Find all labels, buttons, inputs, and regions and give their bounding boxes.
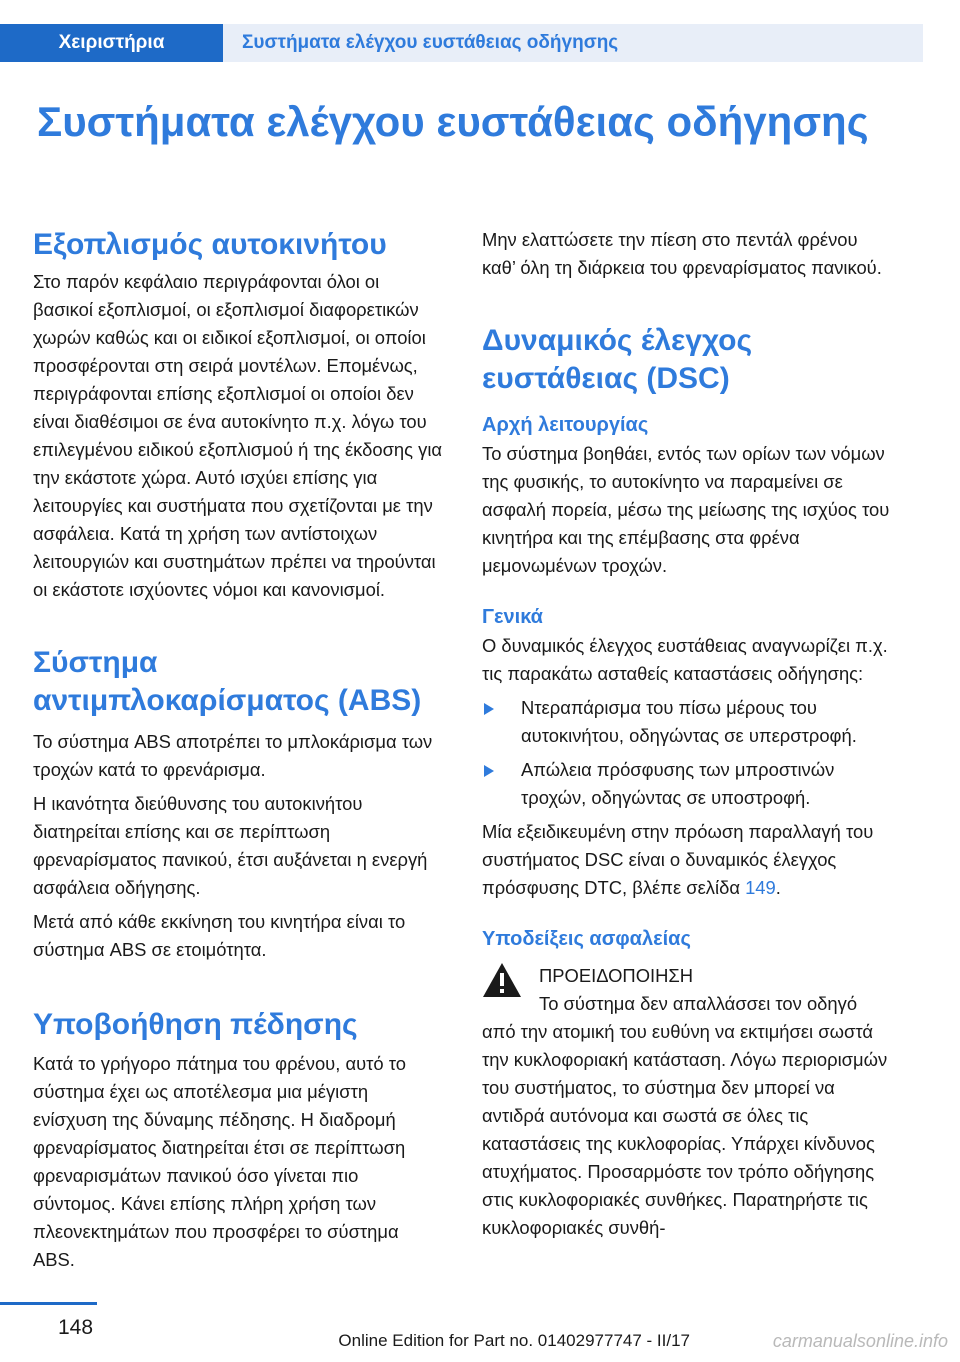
warning-line-1: Το σύστημα δεν απαλλάσσει τον οδηγό — [539, 993, 858, 1014]
heading-abs: Σύστημα αντιμπλοκαρίσματος (ABS) — [33, 646, 422, 717]
footer-rule — [0, 1302, 97, 1305]
paragraph-dtc — [482, 818, 893, 902]
heading-brake-assist: Υποβοήθηση πέδησης — [33, 1008, 358, 1041]
heading-dsc: Δυναμικός έλεγχος ευστάθειας (DSC) — [482, 324, 753, 395]
page-link-149[interactable]: 149 — [745, 877, 776, 898]
heading-operating-principle: Αρχή λειτουργίας — [482, 414, 649, 436]
page-number: 148 — [58, 1316, 94, 1339]
heading-vehicle-equipment: Εξοπλισμός αυτοκινήτου — [33, 228, 387, 261]
edition-note: Online Edition for Part no. 01402977747 - II/17 — [338, 1331, 690, 1350]
paragraph-vehicle-equipment: Στο παρόν κεφάλαιο περιγράφονται όλοι οι βασικοί εξοπλισμοί, οι εξοπλισμοί διαφορετικών χωρών καθώς και οι ειδικοί εξοπλισμοί, οι οποίοι προσφέρονται στη σειρά μοντέλων. Επομένως, περιγράφονται επίσης εξοπλισμοί οι οποίοι δεν είναι διαθέσιμοι σε ένα αυτοκίνητο π.χ. λόγω του επιλεγμένου ειδικού εξοπλισμού ή της έκδοσης για την εκάστοτε χώρα. Αυτό ισχύει επίσης για λειτουργίες και συστήματα που σχετίζονται με την ασφάλεια. Κατά τη χρήση των αντίστοιχων λειτουργιών και συστημάτων πρέπει να τηρούνται οι εκάστοτε ισχύοντες νόμοι και κανονισμοί. — [33, 271, 443, 600]
left-column — [33, 226, 444, 1274]
right-column — [482, 226, 893, 1242]
instability-list — [482, 694, 893, 812]
list-item — [482, 694, 893, 750]
heading-safety-notes: Υποδείξεις ασφαλείας — [482, 928, 691, 950]
triangle-bullet-icon — [484, 765, 494, 777]
list-item — [482, 756, 893, 812]
paragraph-abs-1: Το σύστημα ABS αποτρέπει το μπλοκάρισμα των τροχών κατά το φρενάρισμα. — [33, 731, 433, 780]
paragraph-abs-3: Μετά από κάθε εκκίνηση του κινητήρα είναι το σύστημα ABS σε ετοιμότητα. — [33, 911, 406, 960]
paragraph-abs-2: Η ικανότητα διεύθυνσης του αυτοκινήτου διατηρείται επίσης και σε περίπτωση φρεναρίσματος πανικού, έτσι αυξάνεται η ενεργή ασφάλεια οδήγησης. — [33, 793, 428, 898]
header-bar — [0, 0, 924, 62]
warning-triangle-icon — [482, 962, 522, 998]
page-title: Συστήματα ελέγχου ευστάθειας οδήγησης — [37, 98, 869, 145]
dtc-text-end: . — [775, 877, 781, 898]
list-item-text: Ντεραπάρισμα του πίσω μέρους του αυτοκινήτου, οδηγώντας σε υπερστροφή. — [521, 697, 857, 746]
paragraph-general: Ο δυναμικός έλεγχος ευστάθειας αναγνωρίζει π.χ. τις παρακάτω ασταθείς καταστάσεις οδήγησης: — [482, 635, 888, 684]
paragraph-brake-assist: Κατά το γρήγορο πάτημα του φρένου, αυτό το σύστημα έχει ως αποτέλεσμα μια μέγιστη ενίσχυση της δύναμης πέδησης. Η διαδρομή φρεναρίσματος διατηρείται έτσι σε περίπτωση φρεναρισμάτων πανικού όσο γίνεται πιο σύντομος. Κάνει επίσης πλήρη χρήση των πλεονεκτημάτων που προσφέρει το σύστημα ABS. — [33, 1053, 406, 1270]
warning-block — [482, 962, 893, 1242]
heading-general: Γενικά — [482, 606, 543, 628]
warning-title: ΠΡΟΕΙΔΟΠΟΙΗΣΗ — [539, 965, 694, 986]
dtc-text: Μία εξειδικευμένη στην πρόωση παραλλαγή του συστήματος DSC είναι ο δυναμικός έλεγχος πρόσφυσης DTC, βλέπε σελίδα — [482, 821, 874, 898]
paragraph-operating-principle: Το σύστημα βοηθάει, εντός των ορίων των νόμων της φυσικής, το αυτοκίνητο να παραμείνει σε ασφαλή πορεία, μέσω της μείωσης της ισχύος του κινητήρα και της επέμβασης στα φρένα μεμονωμένων τροχών. — [482, 443, 890, 576]
paragraph-brake-pressure: Μην ελαττώσετε την πίεση στο πεντάλ φρένου καθ’ όλη τη διάρκεια του φρεναρίσματος πανικού. — [482, 229, 882, 278]
tab-stability-systems[interactable]: Συστήματα ελέγχου ευστάθειας οδήγησης — [223, 24, 923, 62]
triangle-bullet-icon — [484, 703, 494, 715]
watermark: carmanualsonline.info — [772, 1331, 948, 1351]
warning-text: από την ατομική του ευθύνη να εκτιμήσει σωστά την κυκλοφοριακή κατάσταση. Λόγω περιορισμών του συστήματος, το σύστημα δεν μπορεί να αντιδρά αυτόνομα και σωστά σε όλες τις καταστάσεις της κυκλοφορίας. Υπάρχει κίνδυνος ατυχήματος. Προσαρμόστε τον τρόπο οδήγησης στις κυκλοφοριακές συνθήκες. Παρατηρήστε τις κυκλοφοριακές συνθή- — [482, 1021, 888, 1238]
tab-controls[interactable]: Χειριστήρια — [0, 24, 223, 62]
list-item-text: Απώλεια πρόσφυσης των μπροστινών τροχών, οδηγώντας σε υποστροφή. — [521, 759, 835, 808]
